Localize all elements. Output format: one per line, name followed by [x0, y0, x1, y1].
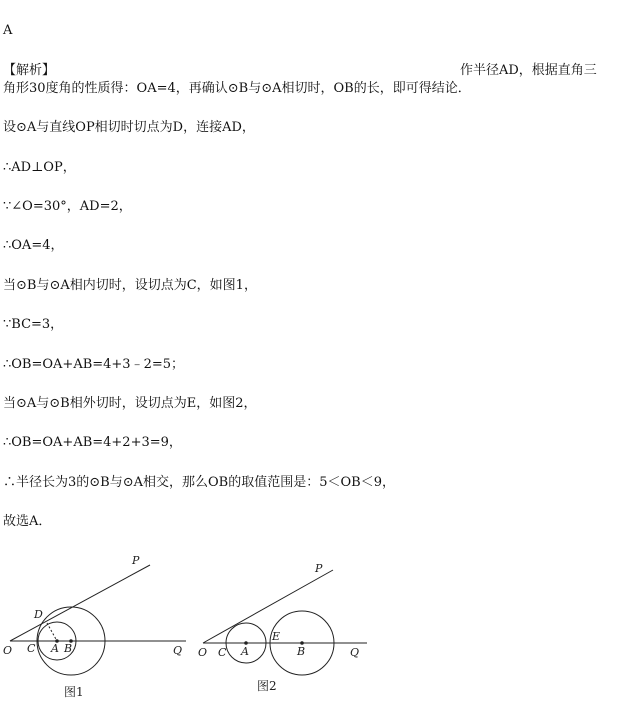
step-5: 当⊙B与⊙A相内切时，设切点为C，如图1，	[3, 278, 257, 293]
label-e: E	[272, 630, 281, 643]
step-6: ∵BC=3，	[3, 317, 64, 332]
analysis-lead: 作半径AD，根据直角三	[460, 63, 597, 78]
label-p: P	[132, 554, 140, 567]
step-9: ∴OB=OA+AB=4+2+3=9，	[3, 435, 182, 450]
step-4: ∴OA=4，	[3, 238, 64, 253]
label-q: Q	[173, 644, 183, 657]
label-c: C	[27, 642, 36, 655]
figure-2	[195, 550, 375, 700]
label-o: O	[3, 644, 13, 657]
analysis-lead-continued: 角形30度角的性质得：OA=4，再确认⊙B与⊙A相切时，OB的长，即可得结论．	[3, 81, 471, 96]
step-3: ∵∠O=30°，AD=2，	[3, 199, 132, 214]
figure-1-caption: 图1	[64, 685, 84, 699]
figure-2-caption: 图2	[257, 679, 277, 693]
figure-1	[0, 550, 200, 715]
label-d: D	[34, 608, 43, 621]
label-o: O	[198, 646, 208, 659]
step-2: ∴AD⊥OP，	[3, 160, 76, 175]
answer-letter: A	[3, 23, 13, 38]
label-a: A	[51, 642, 59, 655]
label-q: Q	[350, 646, 360, 659]
step-7: ∴OB=OA+AB=4+3﹣2=5；	[3, 357, 185, 372]
ray-op	[10, 565, 150, 641]
step-1: 设⊙A与直线OP相切时切点为D，连接AD，	[3, 120, 255, 135]
step-10: ∴半径长为3的⊙B与⊙A相交，那么OB的取值范围是：5＜OB＜9，	[3, 475, 395, 490]
step-8: 当⊙A与⊙B相外切时，设切点为E，如图2，	[3, 396, 257, 411]
label-b: B	[297, 645, 306, 658]
analysis-heading: 【解析】	[3, 63, 56, 78]
label-p: P	[315, 562, 323, 575]
step-11: 故选A．	[3, 514, 52, 529]
ray-op	[203, 570, 333, 643]
label-c: C	[218, 646, 227, 659]
segment-ad	[47, 623, 57, 641]
label-a: A	[241, 645, 249, 658]
label-b: B	[64, 642, 73, 655]
